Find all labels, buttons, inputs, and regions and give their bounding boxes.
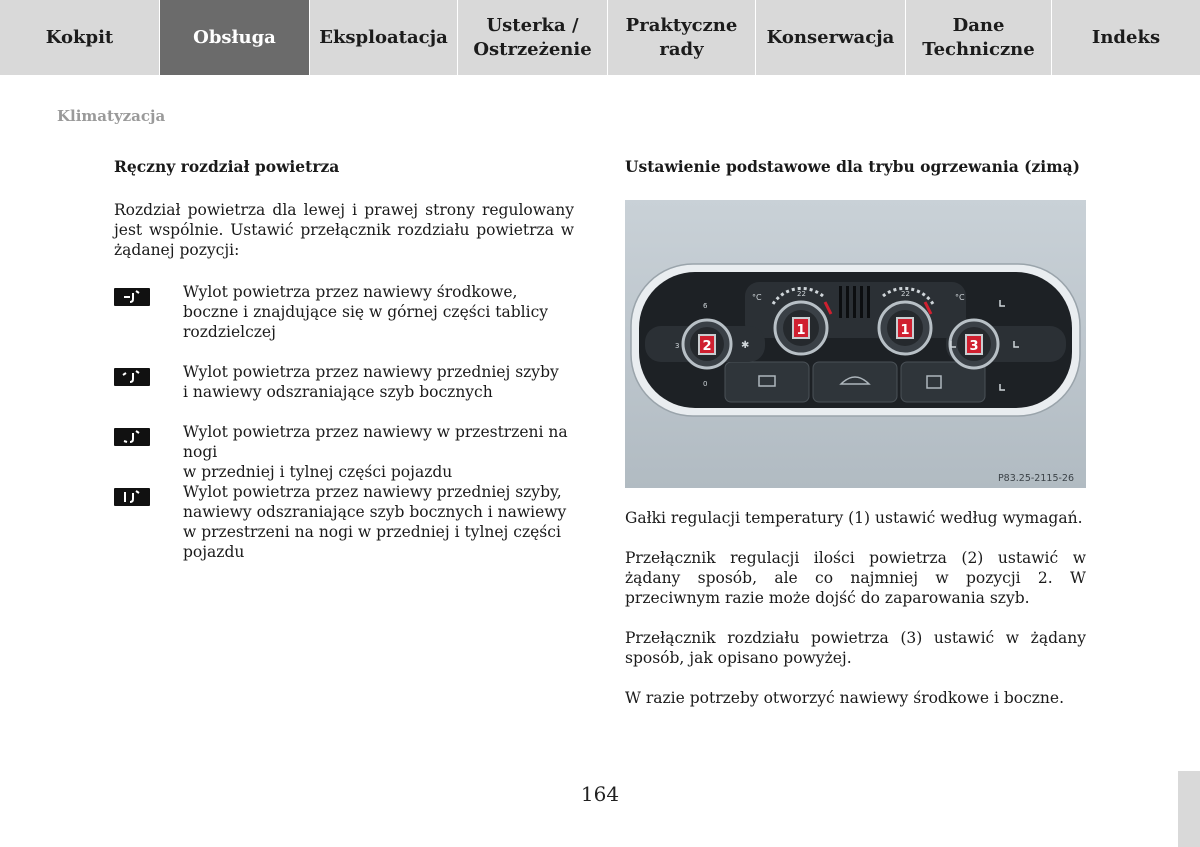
vent-option xyxy=(114,282,574,362)
left-column xyxy=(114,156,574,561)
vent-option xyxy=(114,482,574,561)
section-label: Klimatyzacja xyxy=(57,107,166,125)
right-heading: Ustawienie podstawowe dla trybu ogrzewania (zimą) xyxy=(625,157,1080,176)
airflow-scale-bottom: 0 xyxy=(703,380,708,388)
right-paragraph: Przełącznik regulacji ilości powietrza (2) ustawić w żądany sposób, ale co najmniej w pozycji 2. W przeciwnym razie może dojść do zaparowania szyb. xyxy=(625,549,1086,607)
airflow-scale-top: 6 xyxy=(703,302,708,310)
chapter-tabs xyxy=(0,0,1200,75)
air-distribution-windshield-footwell-icon xyxy=(114,488,150,506)
airflow-scale-middle: 3 xyxy=(675,342,680,350)
climate-control-panel-photo xyxy=(625,200,1086,488)
left-intro: Rozdział powietrza dla lewej i prawej strony regulowany jest wspólnie. Ustawić przełącznik rozdziału powietrza w żądanej pozycji: xyxy=(114,201,574,259)
tab-kokpit[interactable]: Kokpit xyxy=(0,0,160,75)
vent-option xyxy=(114,422,574,482)
left-heading: Ręczny rozdział powietrza xyxy=(114,157,340,176)
air-distribution-center-vents-icon xyxy=(114,288,150,306)
temp-right-scale: 22 xyxy=(901,290,910,298)
vent-option xyxy=(114,362,574,422)
distribution-knob-label: 3 xyxy=(969,339,979,354)
tab-konserwacja[interactable]: Konserwacja xyxy=(756,0,906,75)
tab-indeks[interactable]: Indeks xyxy=(1052,0,1200,75)
vent-option-text: Wylot powietrza przez nawiewy w przestrzeni na nogi w przedniej i tylnej części pojazdu xyxy=(183,423,568,481)
page-edge-marker xyxy=(1178,771,1200,847)
tab-eksploatacja[interactable]: Eksploatacja xyxy=(310,0,458,75)
air-distribution-footwell-icon xyxy=(114,428,150,446)
right-paragraph: W razie potrzeby otworzyć nawiewy środkowe i boczne. xyxy=(625,689,1065,707)
right-paragraph: Przełącznik rozdziału powietrza (3) ustawić w żądany sposób, jak opisano powyżej. xyxy=(625,629,1086,667)
tab-obsluga[interactable]: Obsługa xyxy=(160,0,310,75)
tab-praktyczne-rady[interactable]: Praktyczne rady xyxy=(608,0,756,75)
airflow-knob-label: 2 xyxy=(702,339,712,354)
vent-option-text: Wylot powietrza przez nawiewy przedniej szyby, nawiewy odszraniające szyb bocznych i nawiewy w przestrzeni na nogi w przedniej i tylnej części pojazdu xyxy=(183,483,567,561)
vent-option-text: Wylot powietrza przez nawiewy środkowe, boczne i znajdujące się w górnej części tablicy rozdzielczej xyxy=(183,283,549,341)
tab-dane-techniczne[interactable]: Dane Techniczne xyxy=(906,0,1052,75)
page-number: 164 xyxy=(580,782,620,806)
vent-option-text: Wylot powietrza przez nawiewy przedniej szyby i nawiewy odszraniające szyb bocznych xyxy=(183,363,559,401)
temp-right-knob-label: 1 xyxy=(900,323,910,338)
right-column xyxy=(625,156,1086,728)
photo-reference-code: P83.25-2115-26 xyxy=(997,473,1074,484)
left-unit-label: °C xyxy=(752,293,762,302)
right-unit-label: °C xyxy=(955,293,965,302)
air-distribution-windshield-icon xyxy=(114,368,150,386)
fan-symbol-icon: ✱ xyxy=(741,340,750,351)
tab-usterka-ostrzezenie[interactable]: Usterka / Ostrzeżenie xyxy=(458,0,608,75)
temp-left-knob-label: 1 xyxy=(796,323,806,338)
right-paragraph: Gałki regulacji temperatury (1) ustawić według wymagań. xyxy=(625,509,1083,527)
temp-left-scale: 22 xyxy=(797,290,806,298)
